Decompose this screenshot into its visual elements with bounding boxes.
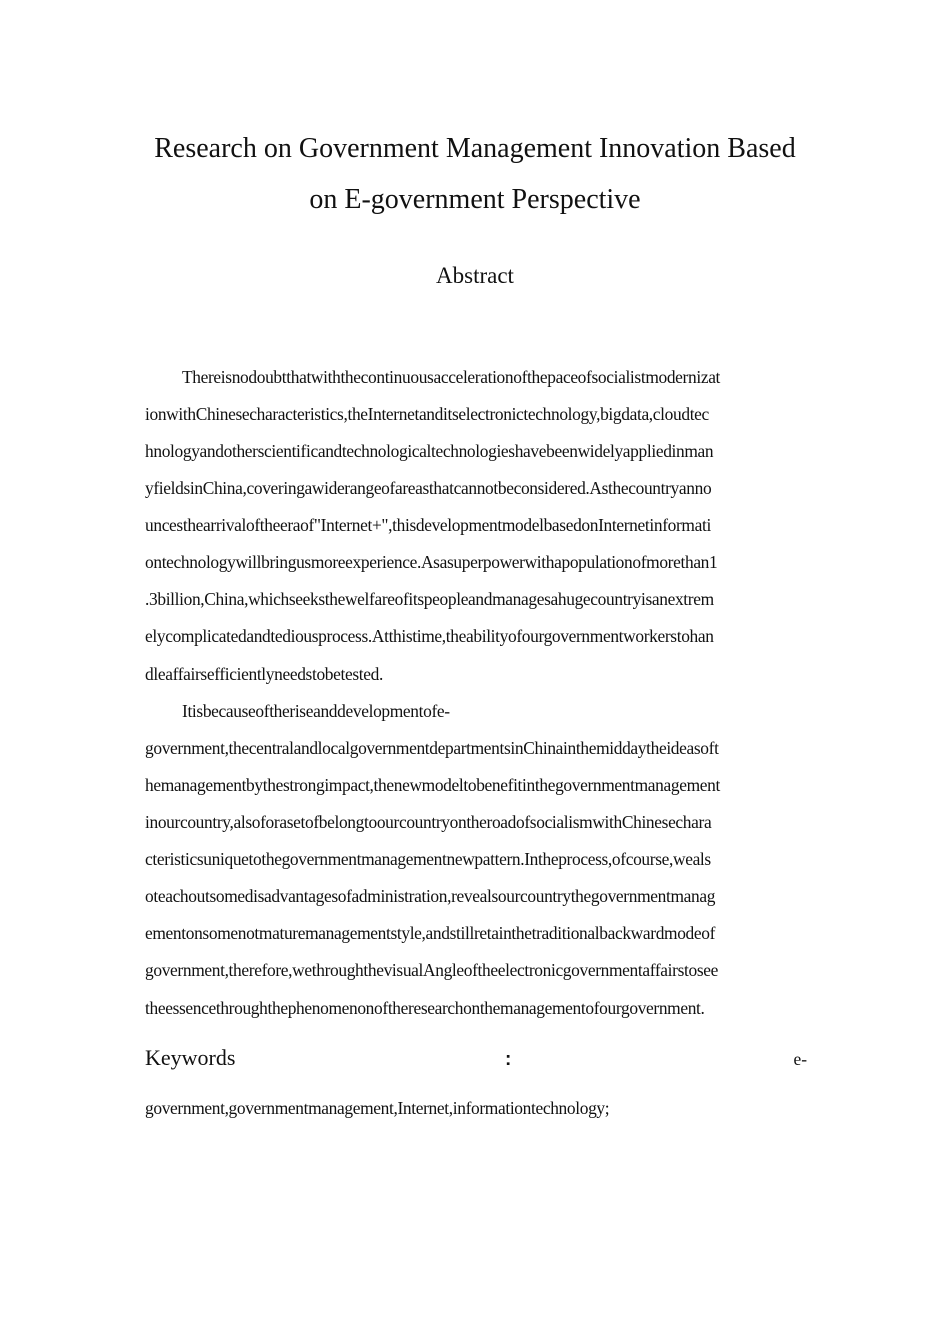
paragraph-line: Thereisnodoubtthatwiththecontinuousaccelerationofthepaceofsocialistmodernizat: [182, 367, 721, 387]
paragraph-line: hemanagementbythestrongimpact,thenewmodeltobenefitinthegovernmentmanagement: [145, 775, 720, 795]
paragraph-line: cteristicsuniquetothegovernmentmanagementnewpattern.Intheprocess,ofcourse,weals: [145, 849, 711, 869]
paragraph-line: dleaffairsefficientlyneedstobetested.: [145, 664, 383, 684]
paragraph-line: Itisbecauseoftheriseanddevelopmentofe-: [182, 701, 450, 721]
keywords-list: government,governmentmanagement,Internet,informationtechnology;: [145, 1098, 610, 1118]
paragraph-line: yfieldsinChina,coveringawiderangeofareasthatcannotbeconsidered.Asthecountryanno: [145, 478, 712, 498]
paragraph-line: government,thecentralandlocalgovernmentdepartmentsinChinainthemiddaytheideasoft: [145, 738, 719, 758]
paragraph-line: ementonsomenotmaturemanagementstyle,andstillretainthetraditionalbackwardmodeof: [145, 923, 716, 943]
paragraph-line: theessencethroughthephenomenonoftheresearchonthemanagementofourgovernment.: [145, 998, 705, 1018]
paragraph-line: government,therefore,wethroughthevisualAngleoftheelectronicgovernmentaffairstosee: [145, 960, 719, 980]
paragraph-line: ionwithChinesecharacteristics,theInternetanditselectronictechnology,bigdata,cloudtec: [145, 404, 709, 424]
abstract-heading: Abstract: [436, 263, 514, 288]
paragraph-line: ontechnologywillbringusmoreexperience.Asasuperpowerwithapopulationofmorethan1: [145, 552, 718, 572]
paragraph-line: hnologyandotherscientificandtechnologicaltechnologieshavebeenwidelyappliedinman: [145, 441, 714, 461]
keywords-colon: :: [505, 1049, 512, 1070]
keywords-label: Keywords: [145, 1045, 236, 1070]
paragraph-line: uncesthearrivaloftheeraof"Internet+",thisdevelopmentmodelbasedonInternetinformati: [145, 515, 711, 535]
keywords-row: [145, 1044, 807, 1074]
paragraph-line: .3billion,China,whichseeksthewelfareofitspeopleandmanagesahugecountryisanextrem: [145, 589, 714, 609]
paragraph-line: elycomplicatedandtediousprocess.Atthistime,theabilityofourgovernmentworkerstohan: [145, 626, 714, 646]
paragraph-line: inourcountry,alsoforasetofbelongtoourcountryontheroadofsocialismwithChinesechara: [145, 812, 712, 832]
paragraph-line: oteachoutsomedisadvantagesofadministration,revealsourcountrythegovernmentmanag: [145, 886, 716, 906]
keywords-line-1-tail: e-: [793, 1049, 807, 1069]
paper-title-line-2: on E-government Perspective: [309, 184, 641, 215]
paper-title-line-1: Research on Government Management Innovation Based: [154, 133, 796, 164]
